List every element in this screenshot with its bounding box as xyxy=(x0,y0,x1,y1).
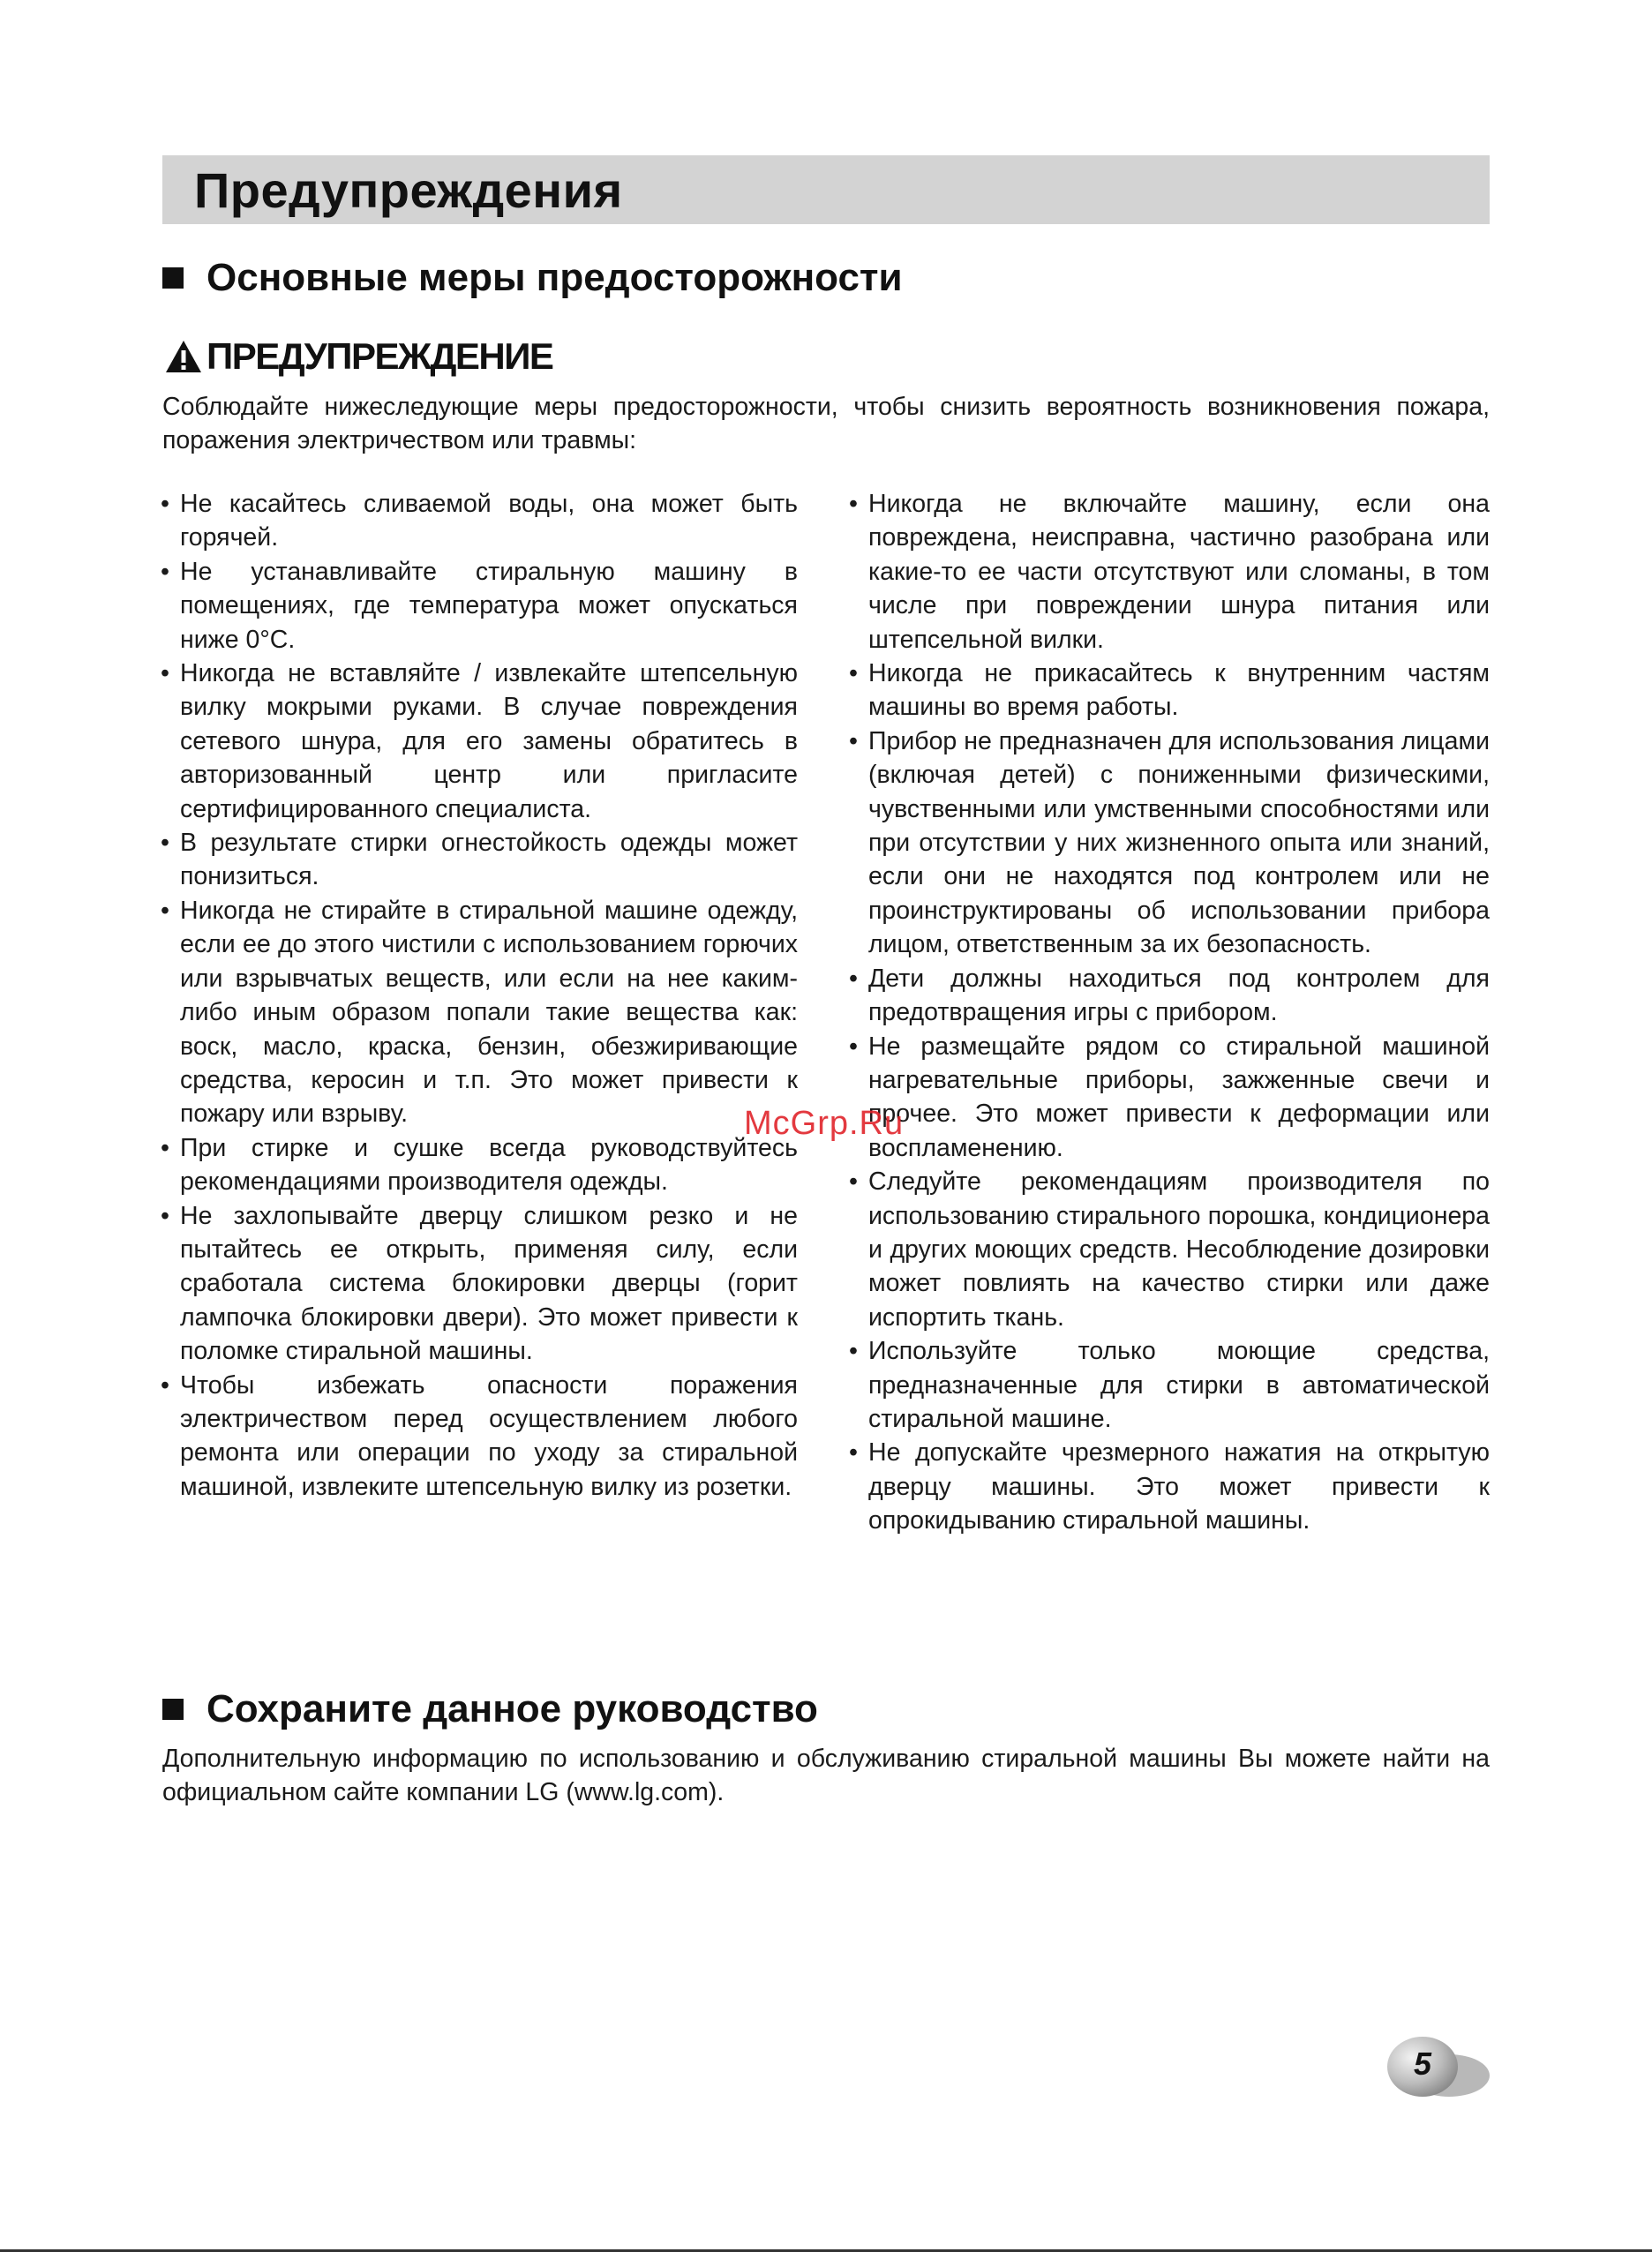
list-item-text: Чтобы избежать опасности поражения электричеством перед осуществлением любого ремонта или операции по уходу за стиральной машиной, извлеките штепсельную вилку из розетки. xyxy=(180,1370,798,1501)
manual-paragraph: Дополнительную информацию по использованию и обслуживанию стиральной машины Вы можете найти на официальном сайте компании LG (www.lg.com). xyxy=(162,1745,1490,1806)
list-item-text: Дети должны находиться под контролем для предотвращения игры с прибором. xyxy=(868,964,1490,1027)
list-item xyxy=(847,1165,1490,1334)
list-item-text: Никогда не включайте машину, если она повреждена, неисправна, частично разобрана или какие-то ее части отсутствуют или сломаны, в том числе при повреждении шнура питания или штепсельной вилки. xyxy=(868,490,1490,654)
bullet-icon: • xyxy=(849,964,858,993)
bullet-icon: • xyxy=(849,659,858,688)
precautions-list-left xyxy=(159,487,798,1504)
section-heading-text: Сохраните данное руководство xyxy=(206,1687,818,1730)
square-bullet-icon xyxy=(162,1699,184,1720)
bullet-icon: • xyxy=(161,1201,169,1230)
list-item xyxy=(159,487,798,555)
bullet-icon: • xyxy=(849,1438,858,1468)
bullet-icon: • xyxy=(849,726,858,755)
list-item-text: Используйте только моющие средства, предназначенные для стирки в автоматической стиральной машине. xyxy=(868,1337,1490,1433)
list-item xyxy=(847,962,1490,1030)
bullet-icon: • xyxy=(161,896,169,925)
bullet-icon: • xyxy=(161,1370,169,1400)
bullet-icon: • xyxy=(161,1133,169,1162)
section-heading-text: Основные меры предосторожности xyxy=(206,256,903,299)
page-title: Предупреждения xyxy=(194,161,623,218)
list-item xyxy=(159,894,798,1131)
bullet-icon: • xyxy=(161,490,169,518)
list-item xyxy=(847,1334,1490,1436)
bullet-icon: • xyxy=(161,557,169,586)
list-item-text: Не касайтесь сливаемой воды, она может быть горячей. xyxy=(180,490,798,552)
list-item xyxy=(159,1369,798,1505)
bullet-icon: • xyxy=(849,1032,858,1061)
list-item xyxy=(847,657,1490,724)
list-item xyxy=(159,826,798,894)
warning-label: ПРЕДУПРЕЖДЕНИЕ xyxy=(206,335,553,377)
list-item-text: Не размещайте рядом со стиральной машиной нагревательные приборы, зажженные свечи и прочее. Это может привести к деформации или воспламенению. xyxy=(868,1032,1490,1162)
list-item-text: В результате стирки огнестойкость одежды может понизиться. xyxy=(180,829,798,891)
list-item xyxy=(847,487,1490,657)
page-title-bar xyxy=(162,155,1490,224)
list-item-text: При стирке и сушке всегда руководствуйтесь рекомендациями производителя одежды. xyxy=(180,1133,798,1197)
intro-paragraph: Соблюдайте нижеследующие меры предосторожности, чтобы снизить вероятность возникновения пожара, поражения электричеством или травмы: xyxy=(162,393,1490,454)
list-item xyxy=(847,724,1490,962)
list-item-text: Никогда не прикасайтесь к внутренним частям машины во время работы. xyxy=(868,659,1490,722)
list-item xyxy=(159,555,798,657)
section-heading-manual xyxy=(162,1687,818,1731)
bullet-icon: • xyxy=(161,829,169,858)
warning-triangle-icon xyxy=(164,339,203,374)
list-item-text: Не допускайте чрезмерного нажатия на открытую дверцу машины. Это может привести к опрокидыванию стиральной машины. xyxy=(868,1438,1490,1535)
list-item xyxy=(159,1131,798,1199)
bullet-icon: • xyxy=(849,490,858,518)
bullet-icon: • xyxy=(849,1337,858,1366)
precautions-list-right xyxy=(847,487,1490,1538)
list-item-text: Не захлопывайте дверцу слишком резко и не пытайтесь ее открыть, применяя силу, если сработала система блокировки дверцы (горит лампочка блокировки двери). Это может привести к поломке стиральной машины. xyxy=(180,1201,798,1366)
list-item xyxy=(847,1436,1490,1537)
list-item xyxy=(847,1030,1490,1166)
list-item-text: Прибор не предназначен для использования лицами (включая детей) с пониженными физическими, чувственными или умственными способностями или при отсутствии у них жизненного опыта или знаний, если они не находятся под контролем или не проинструктированы об использовании прибора лицом, ответственным за их безопасность. xyxy=(868,726,1490,959)
list-item-text: Следуйте рекомендациям производителя по использованию стирального порошка, кондиционера и других моющих средств. Несоблюдение дозировки может повлиять на качество стирки или даже испортить ткань. xyxy=(868,1167,1490,1332)
list-item xyxy=(159,1199,798,1369)
watermark: McGrp.Ru xyxy=(744,1105,905,1142)
bullet-icon: • xyxy=(161,659,169,688)
section-heading-precautions xyxy=(162,256,903,300)
warning-heading xyxy=(164,335,552,378)
list-item xyxy=(159,657,798,826)
list-item-text: Никогда не стирайте в стиральной машине одежду, если ее до этого чистили с использованием горючих или взрывчатых веществ, или если на нее каким-либо иным образом попали такие вещества как: воск, масло, краска, бензин, обезжиривающие средства, керосин и т.п. Это может привести к пожару или взрыву. xyxy=(180,896,798,1129)
list-item-text: Никогда не вставляйте / извлекайте штепсельную вилку мокрыми руками. В случае повреждения сетевого шнура, для его замены обратитесь в авторизованный центр или пригласите сертифицированного специалиста. xyxy=(180,659,798,823)
square-bullet-icon xyxy=(162,267,184,289)
list-item-text: Не устанавливайте стиральную машину в помещениях, где температура может опускаться ниже 0°С. xyxy=(180,557,798,654)
bullet-icon: • xyxy=(849,1167,858,1197)
page-number: 5 xyxy=(1413,2046,1432,2082)
